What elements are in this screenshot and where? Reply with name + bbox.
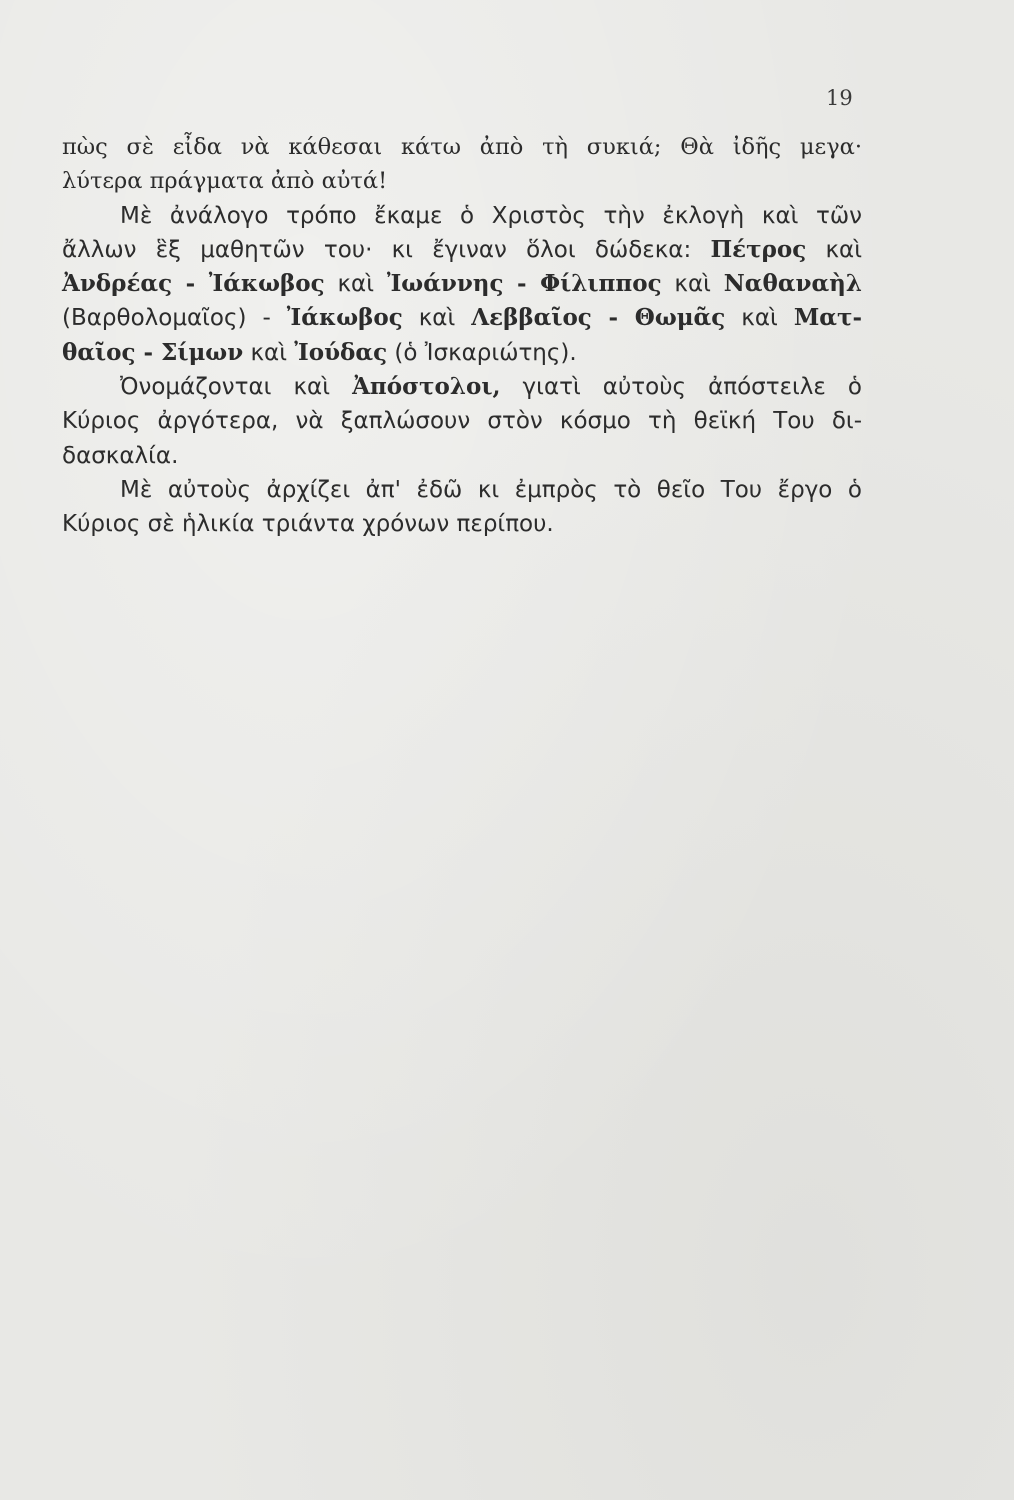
text-line-1: πὼς σὲ εἶδα νὰ κάθεσαι κάτω ἀπὸ τὴ συκιά; Θὰ ἰδῆς μεγα· [62,134,862,160]
text-line-6-part-e: καὶ [725,305,794,332]
text-line-4 [62,233,862,267]
name-ioudas: Ἰούδας [294,338,388,366]
name-iakovos-2: Ἰάκωβος [286,304,403,332]
text-line-8-part-a: Ὀνομάζονται καὶ [120,374,353,401]
name-matthaios-part-1: Ματ- [793,304,862,332]
text-line-2: λύτερα πράγματα ἀπὸ αὐτά! [62,168,388,195]
names-levvaios-thomas: Λεββαῖος - Θωμᾶς [471,304,726,332]
text-line-8-part-c: γιατὶ αὐτοὺς ἀπόστειλε ὁ [500,374,862,401]
word-apostoloi: Ἀπόστολοι, [352,373,501,401]
name-bartholomaios: (Βαρθολομαῖος) - [62,305,287,332]
page-number: 19 [826,86,853,110]
text-line-7 [62,336,862,370]
text-line-6 [62,301,862,335]
text-line-7-part-d: (ὁ Ἰσκαριώτης). [387,339,577,366]
text-line-10: δασκαλία. [62,442,179,469]
text-line-11: Μὲ αὐτοὺς ἀρχίζει ἀπ' ἐδῶ κι ἐμπρὸς τὸ θεῖο Του ἔργο ὁ [120,476,862,503]
text-line-5 [62,267,862,301]
name-nathanael: Ναθαναὴλ [723,270,863,298]
text-line-5-part-b: καὶ [324,271,387,298]
names-andreas-iakovos: Ἀνδρέας - Ἰάκωβος [62,270,325,298]
names-ioannis-filippos: Ἰωάννης - Φίλιππος [386,270,662,298]
text-line-8 [62,370,862,404]
text-line-7-part-b: καὶ [243,339,295,366]
text-line-12: Κύριος σὲ ἡλικία τριάντα χρόνων περίπου. [62,511,554,538]
text-line-5-part-d: καὶ [661,271,724,298]
name-petros: Πέτρος [710,235,807,263]
text-line-3: Μὲ ἀνάλογο τρόπο ἔκαμε ὁ Χριστὸς τὴν ἐκλογὴ καὶ τῶν [120,202,862,229]
body-text [62,130,862,542]
text-line-9: Κύριος ἀργότερα, νὰ ξαπλώσουν στὸν κόσμο τὴ θεϊκή Του δι- [62,408,862,435]
text-line-4-part-a: ἄλλων ἓξ μαθητῶν του· κι ἔγιναν ὅλοι δώδεκα: [62,236,711,263]
names-matthaios-simon: θαῖος - Σίμων [62,338,244,366]
text-line-6-part-c: καὶ [402,305,472,332]
text-line-4-part-c: καὶ [806,236,862,263]
